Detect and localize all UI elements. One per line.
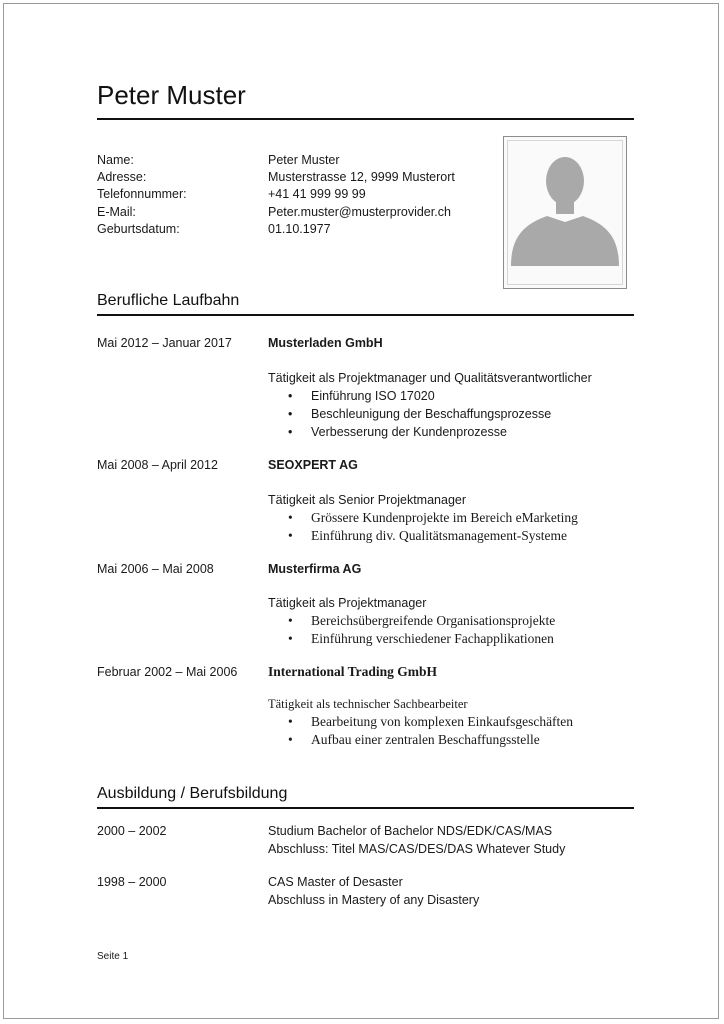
education-details xyxy=(268,874,479,909)
career-divider xyxy=(97,314,634,316)
career-company: International Trading GmbH xyxy=(268,664,438,679)
career-role: Tätigkeit als Projektmanager und Qualitätsverantwortlicher xyxy=(268,371,592,385)
list-item: • Aufbau einer zentralen Beschaffungsstelle xyxy=(288,731,573,749)
career-bullets xyxy=(288,713,573,749)
value-name: Peter Muster xyxy=(268,153,340,167)
list-item: • Einführung div. Qualitätsmanagement-Systeme xyxy=(288,527,578,545)
career-company: Musterladen GmbH xyxy=(268,336,383,350)
personal-values xyxy=(268,152,455,238)
career-company: SEOXPERT AG xyxy=(268,458,358,472)
label-phone: Telefonnummer: xyxy=(97,187,187,202)
career-bullets xyxy=(288,387,551,441)
education-details xyxy=(268,823,565,858)
list-item: • Grössere Kundenprojekte im Bereich eMarketing xyxy=(288,509,578,527)
education-date: 2000 – 2002 xyxy=(97,824,167,838)
list-item: • Bereichsübergreifende Organisationsprojekte xyxy=(288,612,555,630)
profile-photo xyxy=(503,136,627,289)
education-degree: Abschluss in Mastery of any Disastery xyxy=(268,892,480,907)
label-name: Name: xyxy=(97,153,134,167)
section-career-heading: Berufliche Laufbahn xyxy=(97,292,240,309)
career-role: Tätigkeit als Senior Projektmanager xyxy=(268,493,467,507)
career-role: Tätigkeit als Projektmanager xyxy=(268,596,427,610)
avatar-silhouette-icon xyxy=(503,136,627,289)
education-title: Studium Bachelor of Bachelor NDS/EDK/CAS/MAS xyxy=(268,824,553,838)
career-date: Mai 2012 – Januar 2017 xyxy=(97,336,232,350)
list-item: • Bearbeitung von komplexen Einkaufsgeschäften xyxy=(288,713,573,731)
list-item: • Einführung ISO 17020 xyxy=(288,387,551,405)
personal-labels xyxy=(97,152,187,238)
career-bullets xyxy=(288,509,578,545)
career-date: Mai 2006 – Mai 2008 xyxy=(97,562,214,576)
career-date: Februar 2002 – Mai 2006 xyxy=(97,665,238,679)
career-role: Tätigkeit als technischer Sachbearbeiter xyxy=(268,697,468,711)
section-education-heading: Ausbildung / Berufsbildung xyxy=(97,785,288,802)
list-item: • Beschleunigung der Beschaffungsprozesse xyxy=(288,405,551,423)
list-item: • Verbesserung der Kundenprozesse xyxy=(288,423,551,441)
value-birthdate: 01.10.1977 xyxy=(268,221,331,236)
value-address: Musterstrasse 12, 9999 Musterort xyxy=(268,170,455,185)
career-company: Musterfirma AG xyxy=(268,562,362,576)
page-title: Peter Muster xyxy=(97,80,246,110)
education-title: CAS Master of Desaster xyxy=(268,875,403,889)
page-number: Seite 1 xyxy=(97,951,129,962)
label-email: E-Mail: xyxy=(97,204,136,219)
education-degree: Abschluss: Titel MAS/CAS/DES/DAS Whatever Study xyxy=(268,841,566,856)
title-divider xyxy=(97,118,634,120)
value-phone: +41 41 999 99 99 xyxy=(268,187,366,202)
career-date: Mai 2008 – April 2012 xyxy=(97,458,218,472)
list-item: • Einführung verschiedener Fachapplikationen xyxy=(288,630,555,648)
education-divider xyxy=(97,807,634,809)
value-email[interactable]: Peter.muster@musterprovider.ch xyxy=(268,204,451,219)
label-address: Adresse: xyxy=(97,170,147,185)
label-birthdate: Geburtsdatum: xyxy=(97,221,180,236)
career-bullets xyxy=(288,612,555,648)
education-date: 1998 – 2000 xyxy=(97,875,167,889)
